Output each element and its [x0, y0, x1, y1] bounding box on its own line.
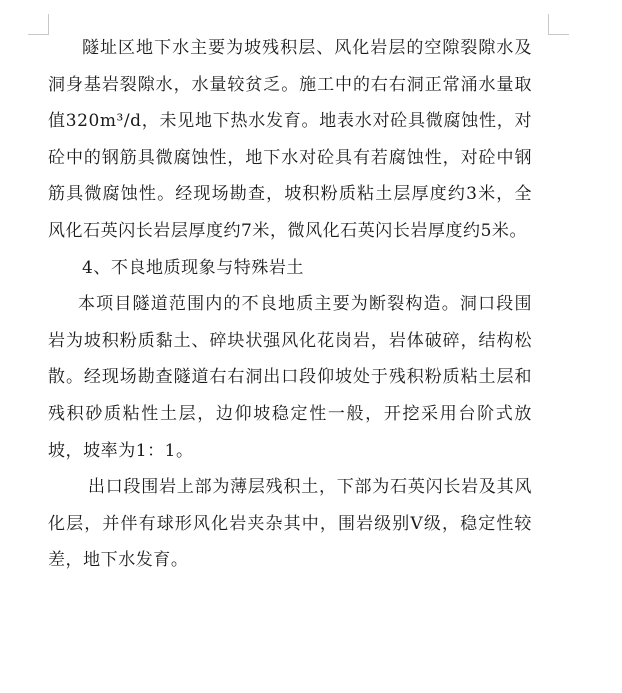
page-corner-mark-top-left	[28, 14, 49, 35]
paragraph-adverse-geology: 本项目隧道范围内的不良地质主要为断裂构造。洞口段围岩为坡积粉质黏土、碎块状强风化花岗岩，岩体破碎，结构松散。经现场勘查隧道右右洞出口段仰坡处于残积粉质粘土层和残积砂质粘性土层，边仰坡稳定性一般，开挖采用台阶式放坡，坡率为1：1。	[48, 294, 532, 461]
paragraph-exit-surrounding-rock: 出口段围岩上部为薄层残积土，下部为石英闪长岩及其风化层，并伴有球形风化岩夹杂其中，围岩级别Ⅴ级，稳定性较差，地下水发育。	[48, 477, 532, 571]
paragraph-groundwater: 隧址区地下水主要为坡残积层、风化岩层的空隙裂隙水及洞身基岩裂隙水，水量较贫乏。施工中的右右洞正常涌水量取值320m³/d，未见地下热水发育。地表水对砼具微腐蚀性，对砼中的钢筋具微腐蚀性，地下水对砼具有若腐蚀性，对砼中钢筋具微腐蚀性。经现场勘查，坡积粉质粘土层厚度约3米，全风化石英闪长岩层厚度约7米，微风化石英闪长岩厚度约5米。	[48, 38, 532, 241]
section-heading-adverse-geology: 4、不良地质现象与特殊岩土	[82, 257, 304, 278]
page-corner-mark-top-right	[548, 14, 569, 35]
document-body	[48, 30, 532, 579]
